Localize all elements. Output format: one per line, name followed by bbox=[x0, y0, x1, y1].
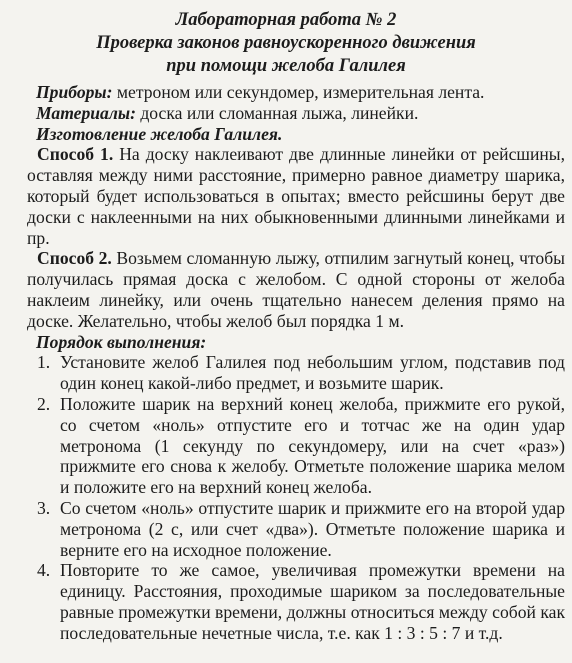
method-1-text: На доску наклеивают две длинные линейки от рейсшины, оставляя между ними расстояние, примерно равное диаметру шарика, который будет использоваться в опытах; вместо рейсшины берут две доски с наклеенными на них обыкновенными длинными линейками и пр. bbox=[27, 144, 566, 248]
document-body bbox=[27, 82, 565, 644]
lab-work-subtitle: Проверка законов равноускоренного движения bbox=[96, 33, 476, 53]
method-2-text: Возьмем сломанную лыжу, отпилим загнутый конец, чтобы получилась прямая доска с желобом. С одной стороны от желоба наклеим линейку, или очень тщательно нанесем деления прямо на доске. Желательно, чтобы желоб был порядка 1 м. bbox=[27, 248, 565, 331]
step-text: Установите желоб Галилея под небольшим углом, подставив под один конец какой-либо предмет, и возьмите шарик. bbox=[60, 352, 565, 394]
materials-line bbox=[27, 103, 565, 124]
procedure-step bbox=[27, 394, 565, 498]
method-2-paragraph bbox=[27, 248, 565, 331]
instruments-label: Приборы: bbox=[36, 82, 113, 102]
materials-label: Материалы: bbox=[36, 102, 136, 123]
step-text: Положите шарик на верхний конец желоба, прижмите его рукой, со счетом «ноль» отпустите его и тотчас же на один удар метронома (1 секунду по секундомеру, или на счет «раз») прижмите его снова к желобу. Отметьте положение шарика мелом и положите его на верхний конец желоба. bbox=[60, 393, 565, 498]
step-number: 4. bbox=[37, 560, 51, 581]
procedure-heading: Порядок выполнения: bbox=[36, 331, 207, 352]
lab-work-title: Лабораторная работа № 2 bbox=[175, 10, 397, 30]
procedure-steps bbox=[27, 352, 565, 643]
materials-text: доска или сломанная лыжа, линейки. bbox=[135, 102, 419, 123]
instruments-line bbox=[27, 82, 565, 103]
step-text: Повторите то же самое, увеличивая промежутки времени на единицу. Расстояния, проходимые шариком за последовательные равные промежутки времени, должны относиться между собой как последовательные нечетные числа, т.е. как 1 : 3 : 5 : 7 и т.д. bbox=[60, 560, 565, 643]
procedure-step bbox=[27, 498, 565, 560]
step-number: 3. bbox=[37, 497, 51, 518]
method-2-label: Способ 2. bbox=[37, 248, 112, 269]
method-1-label: Способ 1. bbox=[37, 144, 114, 165]
lab-work-subtitle-2: при помощи желоба Галилея bbox=[166, 56, 406, 76]
method-1-paragraph bbox=[27, 144, 565, 248]
step-text: Со счетом «ноль» отпустите шарик и прижмите его на второй удар метронома (2 с, или счет «два»). Отметьте положение шарика и верните его на исходное положение. bbox=[60, 497, 565, 560]
instruments-text: метроном или секундомер, измерительная лента. bbox=[112, 82, 485, 102]
procedure-step bbox=[27, 352, 565, 394]
procedure-step bbox=[27, 560, 565, 643]
step-number: 1. bbox=[37, 352, 51, 373]
step-number: 2. bbox=[37, 393, 51, 414]
making-heading: Изготовление желоба Галилея. bbox=[36, 123, 283, 144]
